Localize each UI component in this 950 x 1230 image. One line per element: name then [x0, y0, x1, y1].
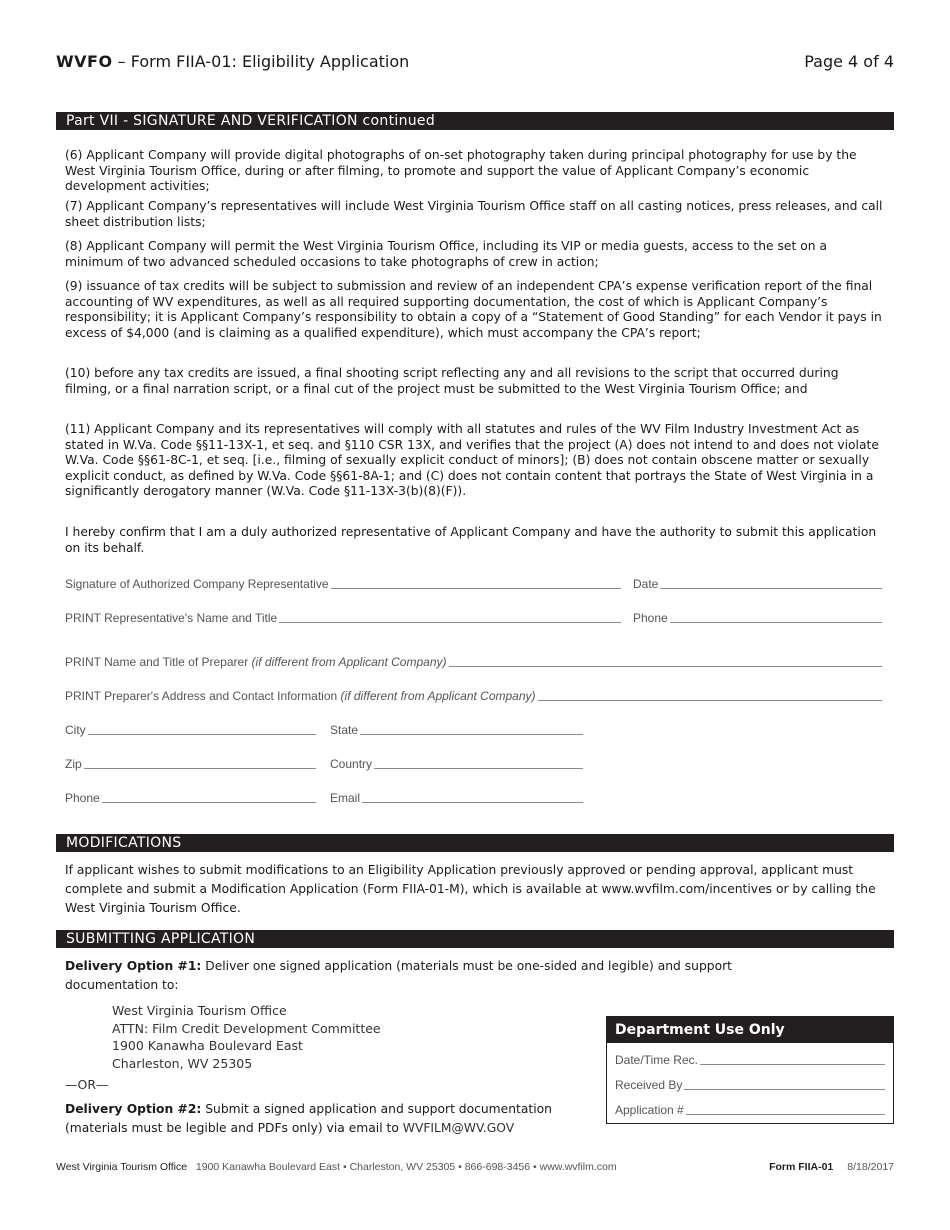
part7-heading: Part VII - SIGNATURE AND VERIFICATION continued: [56, 112, 894, 130]
delivery-option-2: [65, 1100, 593, 1138]
page-number: Page 4 of 4: [804, 52, 894, 71]
org-abbreviation: WVFO: [56, 52, 113, 71]
phone-field[interactable]: [633, 607, 882, 625]
paragraph-9: (9) issuance of tax credits will be subject to submission and review of an independent CPA’s expense verification report of the final accounting of WV expenditures, as well as all required supporting documentation, the cost of which is Applicant Company’s responsibility; it is Applicant Company’s responsibility to obtain a copy of a “Statement of Good Standing” for each Vendor it pays in excess of $4,000 (and is claiming as a qualified expenditure), which must accompany the CPA’s report;: [65, 279, 882, 340]
department-use-title: Department Use Only: [607, 1017, 893, 1043]
signature-label: Signature of Authorized Company Representative: [65, 577, 329, 591]
print-name-field[interactable]: [65, 607, 621, 625]
department-use-box: [606, 1016, 894, 1124]
date-time-received-label: Date/Time Rec.: [615, 1053, 698, 1067]
submission-email-link[interactable]: WVFILM@WV.GOV: [402, 1121, 515, 1135]
date-line[interactable]: [660, 574, 882, 589]
paragraph-8: (8) Applicant Company will permit the West Virginia Tourism Office, including its VIP or media guests, access to the set on a minimum of two advanced scheduled occasions to take photographs of crew in action;: [65, 239, 827, 269]
preparer-phone-field[interactable]: [65, 787, 316, 805]
zip-field[interactable]: [65, 753, 316, 771]
state-field[interactable]: [330, 719, 583, 737]
or-separator: —OR—: [65, 1077, 109, 1092]
modifications-text: If applicant wishes to submit modifications to an Eligibility Application previously approved or pending approval, applicant must complete and submit a Modification Application (Form FIIA-01-M), which is available at www.wvfilm.com/incentives or by calling the West Virginia Tourism Office.: [65, 863, 876, 915]
form-title: Form FIIA-01: Eligibility Application: [130, 52, 410, 71]
print-name-label: PRINT Representative's Name and Title: [65, 611, 278, 625]
email-field[interactable]: [330, 787, 583, 805]
footer-contact: 1900 Kanawha Boulevard East • Charleston, WV 25305 • 866-698-3456 • www.wvfilm.com: [195, 1161, 617, 1173]
preparer-address-label: PRINT Preparer's Address and Contact Information (if different from Applicant Company): [65, 689, 536, 703]
zip-label: Zip: [65, 757, 82, 771]
header-dash: –: [112, 52, 131, 71]
received-by-line[interactable]: [684, 1075, 885, 1090]
date-field[interactable]: [633, 573, 882, 591]
preparer-name-line[interactable]: [449, 652, 883, 667]
paragraph-7: (7) Applicant Company’s representatives will include West Virginia Tourism Office staff on all casting notices, press releases, and call sheet distribution lists;: [65, 199, 883, 229]
city-label: City: [65, 723, 86, 737]
date-time-received-field[interactable]: [615, 1049, 885, 1067]
paragraph-6: (6) Applicant Company will provide digital photographs of on-set photography taken during principal photography for use by the West Virginia Tourism Office, during or after filming, to promote and support the value of Applicant Company’s economic development activities;: [65, 148, 857, 194]
city-field[interactable]: [65, 719, 316, 737]
address-line-2: ATTN: Film Credit Development Committee: [112, 1020, 381, 1036]
footer-form-number: Form FIIA-01: [769, 1161, 834, 1173]
application-number-field[interactable]: [615, 1099, 885, 1117]
address-line-1: West Virginia Tourism Office: [112, 1003, 287, 1018]
paragraph-10: (10) before any tax credits are issued, a final shooting script reflecting any and all revisions to the script that occurred during filming, or a final narration script, or a final cut of the project must be submitted to the West Virginia Tourism Office; and: [65, 366, 839, 396]
print-name-line[interactable]: [279, 608, 621, 623]
address-line-3: 1900 Kanawha Boulevard East: [112, 1038, 303, 1053]
delivery-option-1-label: Delivery Option #1:: [65, 959, 202, 973]
email-line[interactable]: [362, 788, 583, 803]
received-by-field[interactable]: [615, 1074, 885, 1092]
date-time-received-line[interactable]: [700, 1050, 885, 1065]
preparer-name-field[interactable]: [65, 651, 882, 669]
modifications-heading: MODIFICATIONS: [56, 834, 894, 852]
zip-line[interactable]: [84, 754, 316, 769]
preparer-name-label: PRINT Name and Title of Preparer (if different from Applicant Company): [65, 655, 447, 669]
country-field[interactable]: [330, 753, 583, 771]
signature-line[interactable]: [331, 574, 622, 589]
preparer-phone-label: Phone: [65, 791, 100, 805]
city-line[interactable]: [88, 720, 316, 735]
application-number-line[interactable]: [686, 1100, 885, 1115]
date-label: Date: [633, 577, 659, 591]
phone-line[interactable]: [670, 608, 882, 623]
delivery-option-2-text: Submit a signed application and support documentation (materials must be legible and PDFs only) via email to: [65, 1102, 552, 1135]
preparer-address-field[interactable]: [65, 685, 882, 703]
footer-office: West Virginia Tourism Office: [56, 1161, 188, 1173]
preparer-address-line[interactable]: [538, 686, 882, 701]
paragraph-11: (11) Applicant Company and its representatives will comply with all statutes and rules of the WV Film Industry Investment Act as stated in W.Va. Code §§11-13X-1, et seq. and §110 CSR 13X, and verifies that the project (A) does not intend to and does not violate W.Va. Code §§61-8C-1, et seq. [i.e., filming of sexually explicit conduct of minors]; (B) does not contain obscene matter or sexually explicit conduct, as defined by W.Va. Code §§61-8A-1; and (C) does not contain content that portrays the State of West Virginia in a significantly derogatory manner (W.Va. Code §11-13X-3(b)(8)(F)).: [65, 422, 879, 499]
page-footer: [56, 1161, 894, 1173]
delivery-option-2-label: Delivery Option #2:: [65, 1102, 202, 1116]
phone-label: Phone: [633, 611, 668, 625]
footer-revision-date: 8/18/2017: [847, 1161, 894, 1173]
email-label: Email: [330, 791, 361, 805]
confirmation-statement: I hereby confirm that I am a duly authorized representative of Applicant Company and have the authority to submit this application on its behalf.: [65, 525, 877, 555]
page-header: [56, 52, 894, 74]
received-by-label: Received By: [615, 1078, 683, 1092]
signature-field[interactable]: [65, 573, 621, 591]
address-line-4: Charleston, WV 25305: [112, 1055, 253, 1071]
country-line[interactable]: [374, 754, 583, 769]
submitting-heading: SUBMITTING APPLICATION: [56, 930, 894, 948]
state-line[interactable]: [360, 720, 583, 735]
application-number-label: Application #: [615, 1103, 684, 1117]
country-label: Country: [330, 757, 373, 771]
mailing-address: [112, 1002, 381, 1072]
footer-form-info: [769, 1161, 894, 1173]
delivery-option-1-text: Deliver one signed application (materials must be one-sided and legible) and support documentation to:: [65, 959, 732, 992]
delivery-option-1: [65, 957, 825, 995]
preparer-phone-line[interactable]: [102, 788, 316, 803]
state-label: State: [330, 723, 359, 737]
